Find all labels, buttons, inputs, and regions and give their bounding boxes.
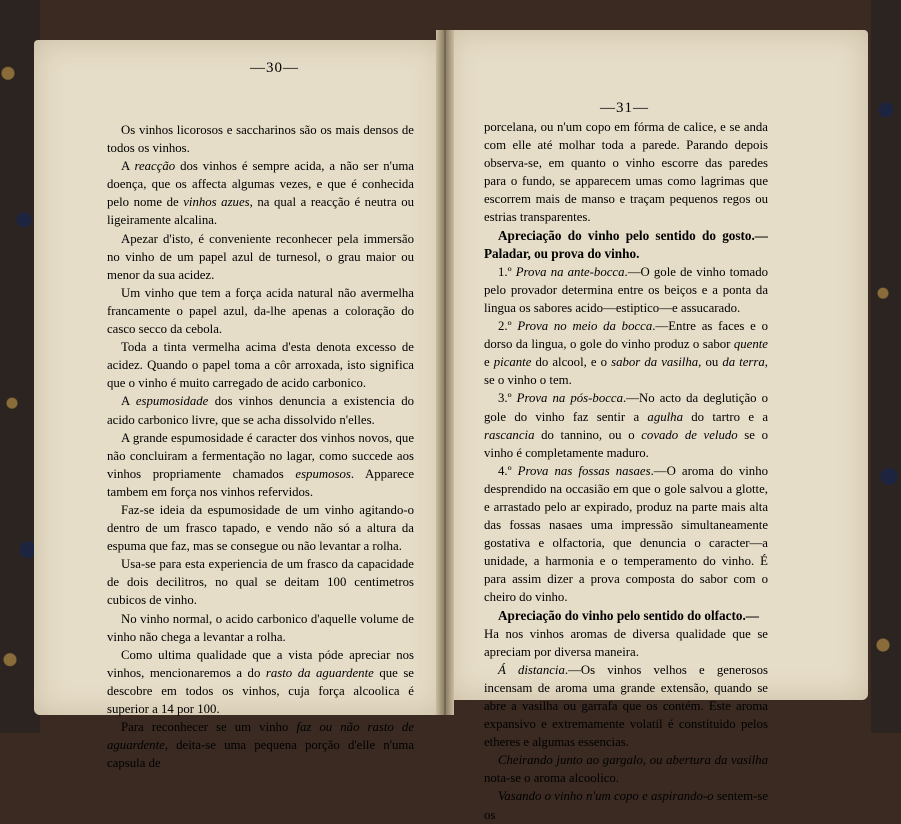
italic-term: espumosos xyxy=(295,466,351,481)
italic-term: covado de veludo xyxy=(641,427,738,442)
paragraph xyxy=(484,317,768,389)
paragraph: Os vinhos licorosos e saccharinos são os mais densos de todos os vinhos. xyxy=(107,123,414,156)
paragraph: Ha nos vinhos aromas de diversa qualidade que se apreciam por diversa maneira. xyxy=(484,626,768,659)
paragraph xyxy=(484,462,768,607)
paragraph xyxy=(107,718,414,772)
text-run: dos vinhos denuncia a existencia do acido carbonico livre, que se acha dissolvido n'elles. xyxy=(107,394,414,427)
paragraph: Usa-se para esta experiencia de um frasco da capacidade de dois decilitros, no qual se deitam 100 centimetros cubicos de vinho. xyxy=(107,557,414,608)
text-run: 2.º xyxy=(498,319,518,334)
text-run: .—Os vinhos velhos e generosos incensam de aroma uma grande extensão, quando se abre a vasilha ou garrafa que os contém. Este aroma expansivo e extremamente volatil é constituido pelos etheres e algumas essencias. xyxy=(484,662,768,750)
italic-term: faz ou não rasto de aguardente xyxy=(107,720,414,753)
text-run: .—No acto da deglutição o gole do vinho faz sentir a xyxy=(484,391,768,424)
text-run: dos vinhos é sempre acida, a não ser n'uma doença, que os affecta algumas vezes, e que é conhecida pelo nome de xyxy=(107,159,414,210)
text-run: . Apparece tambem em força nos vinhos refervidos. xyxy=(107,466,414,499)
italic-term: vinhos azues xyxy=(183,195,250,210)
text-run: do tartro e a xyxy=(682,409,768,424)
paragraph xyxy=(484,661,768,751)
text-run: , na qual a reacção é neutra ou ligeiramente alcalina. xyxy=(107,195,415,228)
italic-term: Prova nas fossas nasaes xyxy=(517,463,651,478)
text-run: 1.º xyxy=(498,264,516,279)
text-run: Para reconhecer se um vinho xyxy=(121,720,297,735)
italic-term: agulha xyxy=(647,409,683,424)
text-run: .—O aroma do vinho desprendido na occasião em que o gole salvou a glotte, e arrastado pelo ar expirado, produz na parte mais alta das fossas nasaes uma impressão simultaneamente gostativa e olfactoria, que denuncia o caracter—a unidade, a harmonia e o temperamento do vinho. É para assim dizer a prova composta do sabor com o cheiro do vinho. xyxy=(484,463,769,605)
paragraph: Um vinho que tem a força acida natural não avermelha francamente o papel azul, da-lhe apenas a coloração do casco secco da cebola. xyxy=(107,285,414,337)
text-run: A xyxy=(121,394,136,409)
text-run: .—O gole de vinho tomado pelo provador determina entre os beiços e a ponta da lingua os sabores acido—estiptico—e assucarado. xyxy=(484,264,769,315)
italic-term: Cheirando junto ao gargalo, ou abertura da vasilha xyxy=(498,753,768,768)
text-run: , ou xyxy=(698,355,723,370)
paragraph: Toda a tinta vermelha acima d'esta denota excesso de acidez. Quando o papel toma a côr arroxada, isto significa que o vinho é muito carregado de acido carbonico. xyxy=(107,340,414,391)
section-heading: Apreciação do vinho pelo sentido do gosto.— Paladar, ou prova do vinho. xyxy=(484,227,768,261)
paragraph: Faz-se ideia da espumosidade de um vinho agitando-o dentro de um frasco tapado, e vendo não só a altura da espuma que faz, mas se consegue ou não levantar a rolha. xyxy=(107,502,414,554)
text-run: sentem-se os xyxy=(484,789,768,822)
paragraph: Apezar d'isto, é conveniente reconhecer pela immersão no vinho de um papel azul de turnesol, o grau maior ou menor da sua acidez. xyxy=(107,231,414,282)
paragraph xyxy=(484,787,768,823)
text-run: e xyxy=(484,355,494,370)
italic-term: espumosidade xyxy=(135,394,209,409)
book-gutter xyxy=(436,30,454,715)
italic-term: sabor da vasilha xyxy=(611,355,699,370)
marbled-edge-right xyxy=(871,0,901,733)
paragraph: No vinho normal, o acido carbonico d'aquelle volume de vinho não chega a levantar a rolha. xyxy=(107,611,414,644)
text-run: nota-se o aroma alcoolico. xyxy=(484,771,620,786)
italic-term: rascancia xyxy=(484,427,535,442)
paragraph xyxy=(107,429,414,501)
text-run: que se descobre em todos os vinhos, cuja força alcoolica é superior a 14 por 100. xyxy=(107,665,414,716)
text-run: , deita-se uma pequena porção d'elle n'uma capsula de xyxy=(107,738,414,771)
paragraph xyxy=(107,646,414,718)
paragraph xyxy=(484,751,768,787)
italic-term: Prova na pós-bocca xyxy=(516,391,623,406)
text-run: 3.º xyxy=(498,391,517,406)
italic-term: Vasando o vinho n'um copo e aspirando-o xyxy=(498,789,714,804)
left-page-text xyxy=(107,121,414,772)
italic-term: rasto da aguardente xyxy=(265,665,374,680)
section-heading: Apreciação do vinho pelo sentido do olfacto.— xyxy=(498,607,759,623)
paragraph xyxy=(107,392,414,428)
italic-term: picante xyxy=(493,355,532,370)
text-run: .—Entre as faces e o dorso da lingua, o gole do vinho produz o sabor xyxy=(484,319,769,352)
italic-term: Prova na ante-bocca xyxy=(515,264,625,279)
text-run: do tannino, ou o xyxy=(534,427,642,442)
text-run: se o vinho é completamente maduro. xyxy=(484,427,769,460)
italic-term: Á distancia xyxy=(498,662,565,677)
paragraph xyxy=(484,389,768,461)
italic-term: reacção xyxy=(134,159,176,174)
italic-term: Prova no meio da bocca xyxy=(517,319,653,334)
right-page-text xyxy=(484,118,768,824)
italic-term: quente xyxy=(733,337,768,352)
paragraph xyxy=(484,263,768,317)
right-page-number: —31— xyxy=(600,100,649,116)
text-run: A grande espumosidade é caracter dos vinhos novos, que não concluiram a fermentação no lagar, como succede aos vinhos propriamente chamados xyxy=(107,430,414,481)
paragraph xyxy=(107,157,414,229)
left-page-number: —30— xyxy=(250,60,299,76)
text-run: , se o vinho o tem. xyxy=(484,355,768,388)
text-run: 4.º xyxy=(498,463,518,478)
text-run: A xyxy=(121,159,135,174)
text-run: Como ultima qualidade que a vista póde apreciar nos vinhos, mencionaremos a do xyxy=(107,647,414,680)
text-run: do alcool, e o xyxy=(531,355,612,370)
italic-term: da terra xyxy=(722,355,765,370)
paragraph: porcelana, ou n'um copo em fórma de calice, e se anda com elle até molhar toda a parede. Parando depois observa-se, em quanto o vinho escorre das paredes para o fundo, se apparecem umas como lagrimas que escorrem mais de manso e traçam pequenos regos ou estrias transparentes. xyxy=(484,120,768,225)
